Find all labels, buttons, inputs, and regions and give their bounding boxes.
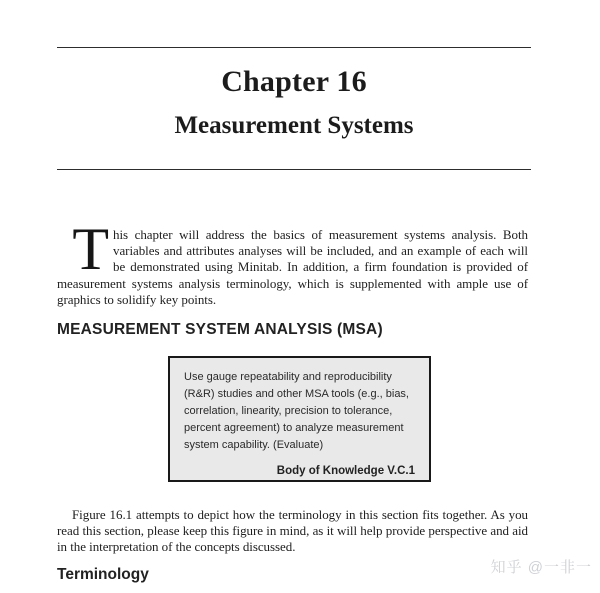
intro-paragraph (57, 216, 528, 308)
bok-box-line: correlation, linearity, precision to tolerance, (184, 405, 393, 417)
bok-box-line: (R&R) studies and other MSA tools (e.g., bias, (184, 388, 409, 400)
chapter-title: Measurement Systems (174, 112, 414, 139)
bok-box-line: Use gauge repeatability and reproducibility (184, 371, 392, 383)
chapter-header-bottom-rule (57, 169, 531, 170)
section-heading-msa: MEASUREMENT SYSTEM ANALYSIS (MSA) (57, 321, 383, 338)
chapter-number: Chapter 16 (221, 65, 367, 98)
bok-attribution: Body of Knowledge V.C.1 (276, 465, 415, 477)
chapter-header-top-rule (57, 47, 531, 48)
bok-box-line: percent agreement) to analyze measurement (184, 422, 404, 434)
subsection-heading-terminology: Terminology (57, 566, 149, 583)
body-of-knowledge-box (168, 356, 431, 482)
intro-paragraph-text: his chapter will address the basics of measurement systems analysis. Both variables and attributes analyses will be included, and an example of each will be demonstrated using Minitab. In addition, a firm foundation is provided of measurement systems analysis terminology, which is supplemented with ample use of graphics to solidify key points. (57, 227, 528, 307)
drop-cap: T (72, 216, 109, 282)
figure-reference-paragraph: Figure 16.1 attempts to depict how the terminology in this section fits together. As you read this section, please keep this figure in mind, as it will help provide perspective and aid in the interpretation of the concepts discussed. (57, 507, 528, 555)
zhihu-watermark: 知乎 @一非一 (490, 559, 592, 576)
bok-box-line: system capability. (Evaluate) (184, 439, 324, 451)
